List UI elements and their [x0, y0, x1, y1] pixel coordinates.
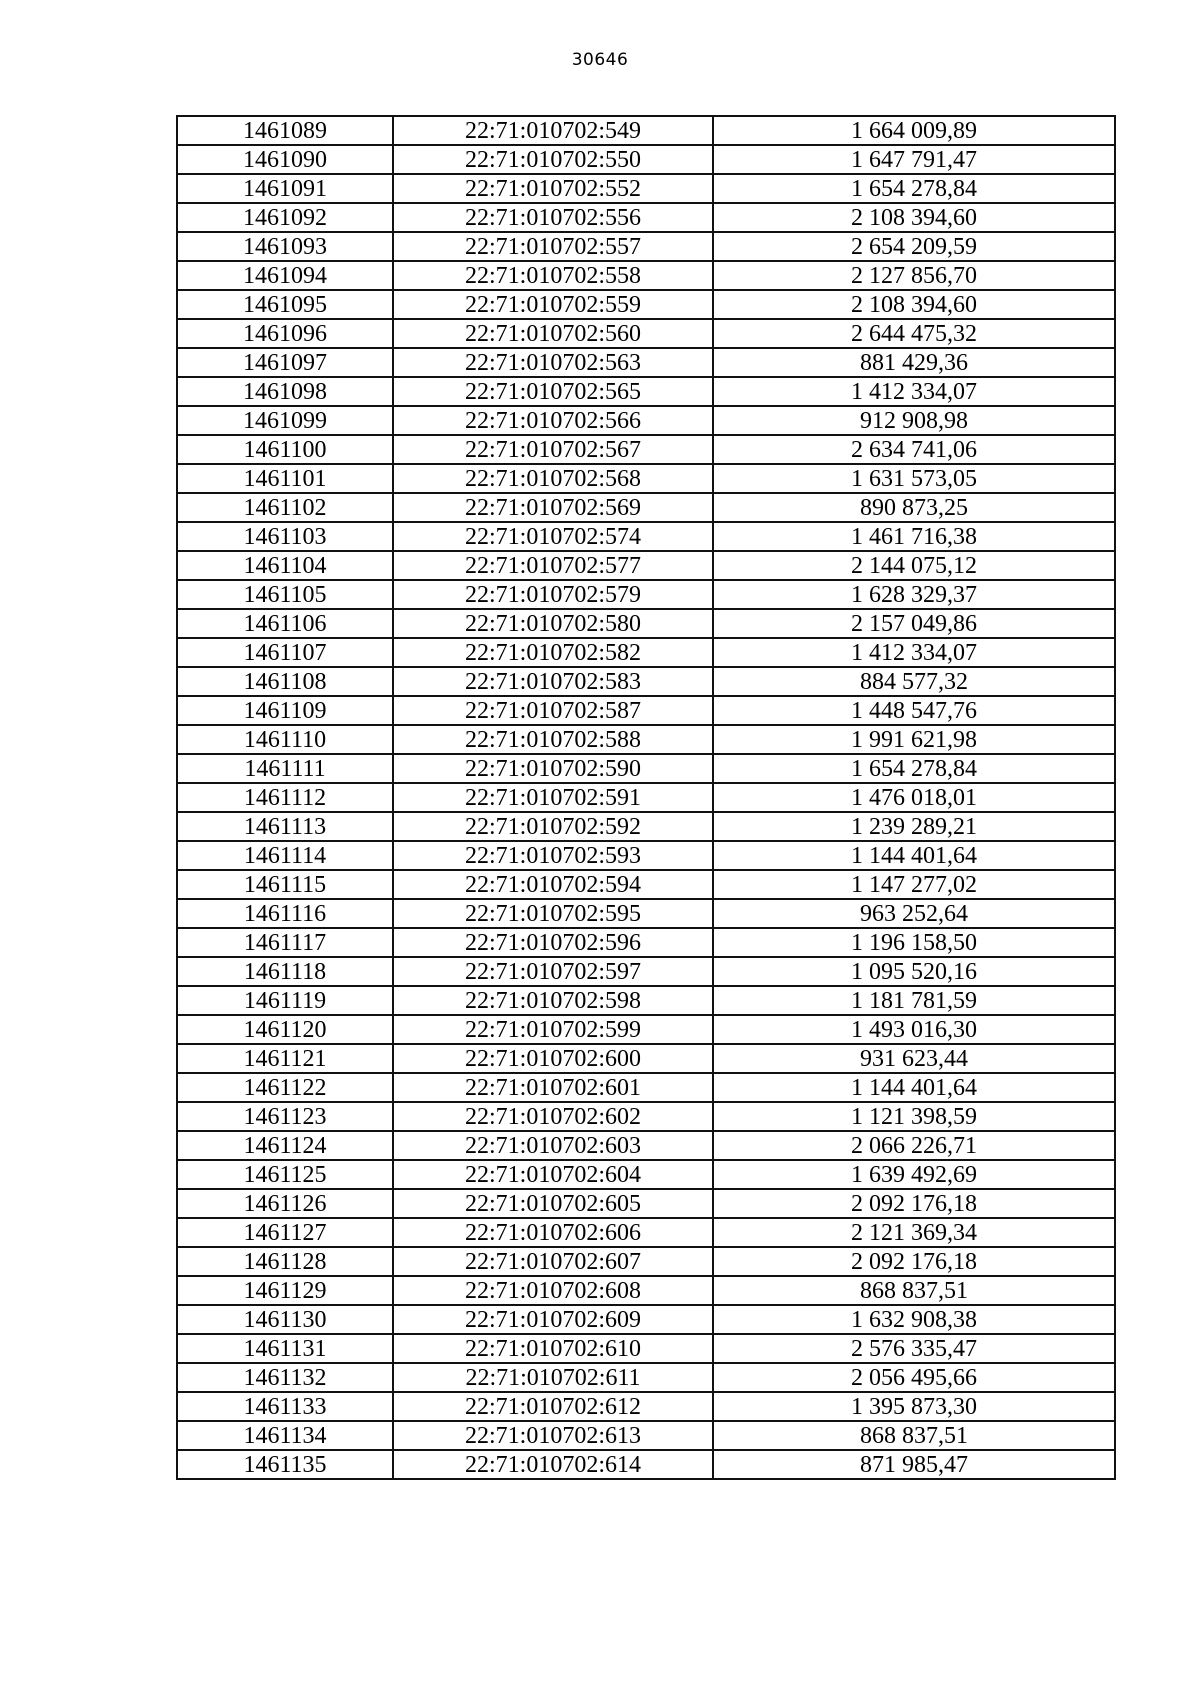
value-cell: 1 493 016,30 — [713, 1015, 1115, 1044]
table-row — [177, 609, 1115, 638]
table-row — [177, 174, 1115, 203]
table-row — [177, 638, 1115, 667]
cadastral-number-cell: 22:71:010702:602 — [393, 1102, 713, 1131]
row-id-cell: 1461125 — [177, 1160, 393, 1189]
table-row — [177, 1102, 1115, 1131]
cadastral-number-cell: 22:71:010702:594 — [393, 870, 713, 899]
row-id-cell: 1461114 — [177, 841, 393, 870]
cadastral-value-table — [176, 115, 1116, 1480]
row-id-cell: 1461097 — [177, 348, 393, 377]
row-id-cell: 1461104 — [177, 551, 393, 580]
value-cell: 2 634 741,06 — [713, 435, 1115, 464]
table-row — [177, 145, 1115, 174]
table-row — [177, 290, 1115, 319]
table-row — [177, 551, 1115, 580]
row-id-cell: 1461107 — [177, 638, 393, 667]
cadastral-number-cell: 22:71:010702:557 — [393, 232, 713, 261]
row-id-cell: 1461091 — [177, 174, 393, 203]
value-cell: 1 412 334,07 — [713, 377, 1115, 406]
table-row — [177, 1276, 1115, 1305]
cadastral-number-cell: 22:71:010702:606 — [393, 1218, 713, 1247]
row-id-cell: 1461090 — [177, 145, 393, 174]
row-id-cell: 1461106 — [177, 609, 393, 638]
table-row — [177, 377, 1115, 406]
row-id-cell: 1461113 — [177, 812, 393, 841]
cadastral-number-cell: 22:71:010702:612 — [393, 1392, 713, 1421]
row-id-cell: 1461096 — [177, 319, 393, 348]
row-id-cell: 1461092 — [177, 203, 393, 232]
value-cell: 884 577,32 — [713, 667, 1115, 696]
table-row — [177, 1421, 1115, 1450]
value-cell: 1 412 334,07 — [713, 638, 1115, 667]
value-cell: 2 654 209,59 — [713, 232, 1115, 261]
cadastral-number-cell: 22:71:010702:591 — [393, 783, 713, 812]
value-cell: 1 196 158,50 — [713, 928, 1115, 957]
table-row — [177, 957, 1115, 986]
cadastral-number-cell: 22:71:010702:558 — [393, 261, 713, 290]
row-id-cell: 1461103 — [177, 522, 393, 551]
cadastral-number-cell: 22:71:010702:587 — [393, 696, 713, 725]
value-cell: 912 908,98 — [713, 406, 1115, 435]
cadastral-number-cell: 22:71:010702:599 — [393, 1015, 713, 1044]
row-id-cell: 1461124 — [177, 1131, 393, 1160]
row-id-cell: 1461094 — [177, 261, 393, 290]
value-cell: 2 092 176,18 — [713, 1189, 1115, 1218]
row-id-cell: 1461110 — [177, 725, 393, 754]
row-id-cell: 1461128 — [177, 1247, 393, 1276]
value-cell: 2 127 856,70 — [713, 261, 1115, 290]
row-id-cell: 1461122 — [177, 1073, 393, 1102]
value-cell: 2 576 335,47 — [713, 1334, 1115, 1363]
row-id-cell: 1461131 — [177, 1334, 393, 1363]
value-cell: 1 631 573,05 — [713, 464, 1115, 493]
cadastral-number-cell: 22:71:010702:579 — [393, 580, 713, 609]
value-cell: 1 395 873,30 — [713, 1392, 1115, 1421]
value-cell: 963 252,64 — [713, 899, 1115, 928]
row-id-cell: 1461098 — [177, 377, 393, 406]
table-row — [177, 1305, 1115, 1334]
value-cell: 871 985,47 — [713, 1450, 1115, 1479]
cadastral-number-cell: 22:71:010702:577 — [393, 551, 713, 580]
table-row — [177, 116, 1115, 145]
value-cell: 1 461 716,38 — [713, 522, 1115, 551]
table-row — [177, 783, 1115, 812]
table-row — [177, 464, 1115, 493]
table-row — [177, 319, 1115, 348]
cadastral-number-cell: 22:71:010702:566 — [393, 406, 713, 435]
table-row — [177, 899, 1115, 928]
value-cell: 2 056 495,66 — [713, 1363, 1115, 1392]
cadastral-number-cell: 22:71:010702:590 — [393, 754, 713, 783]
row-id-cell: 1461115 — [177, 870, 393, 899]
table-row — [177, 812, 1115, 841]
value-cell: 1 991 621,98 — [713, 725, 1115, 754]
row-id-cell: 1461121 — [177, 1044, 393, 1073]
table-row — [177, 1189, 1115, 1218]
cadastral-number-cell: 22:71:010702:568 — [393, 464, 713, 493]
cadastral-number-cell: 22:71:010702:592 — [393, 812, 713, 841]
cadastral-number-cell: 22:71:010702:614 — [393, 1450, 713, 1479]
table-row — [177, 580, 1115, 609]
value-cell: 1 147 277,02 — [713, 870, 1115, 899]
row-id-cell: 1461126 — [177, 1189, 393, 1218]
value-cell: 2 066 226,71 — [713, 1131, 1115, 1160]
value-cell: 2 157 049,86 — [713, 609, 1115, 638]
cadastral-number-cell: 22:71:010702:607 — [393, 1247, 713, 1276]
value-cell: 868 837,51 — [713, 1421, 1115, 1450]
cadastral-number-cell: 22:71:010702:550 — [393, 145, 713, 174]
row-id-cell: 1461093 — [177, 232, 393, 261]
value-cell: 1 144 401,64 — [713, 1073, 1115, 1102]
cadastral-number-cell: 22:71:010702:569 — [393, 493, 713, 522]
value-cell: 1 654 278,84 — [713, 174, 1115, 203]
row-id-cell: 1461129 — [177, 1276, 393, 1305]
row-id-cell: 1461133 — [177, 1392, 393, 1421]
cadastral-number-cell: 22:71:010702:582 — [393, 638, 713, 667]
cadastral-number-cell: 22:71:010702:609 — [393, 1305, 713, 1334]
row-id-cell: 1461134 — [177, 1421, 393, 1450]
cadastral-number-cell: 22:71:010702:596 — [393, 928, 713, 957]
cadastral-number-cell: 22:71:010702:597 — [393, 957, 713, 986]
value-cell: 2 108 394,60 — [713, 290, 1115, 319]
value-cell: 2 144 075,12 — [713, 551, 1115, 580]
row-id-cell: 1461119 — [177, 986, 393, 1015]
table-row — [177, 1363, 1115, 1392]
value-cell: 890 873,25 — [713, 493, 1115, 522]
cadastral-number-cell: 22:71:010702:598 — [393, 986, 713, 1015]
cadastral-number-cell: 22:71:010702:610 — [393, 1334, 713, 1363]
value-cell: 1 121 398,59 — [713, 1102, 1115, 1131]
table-row — [177, 841, 1115, 870]
table-body — [177, 116, 1115, 1479]
cadastral-number-cell: 22:71:010702:593 — [393, 841, 713, 870]
table-row — [177, 754, 1115, 783]
table-row — [177, 725, 1115, 754]
table-row — [177, 1160, 1115, 1189]
cadastral-number-cell: 22:71:010702:560 — [393, 319, 713, 348]
table-row — [177, 696, 1115, 725]
table-row — [177, 1218, 1115, 1247]
value-cell: 868 837,51 — [713, 1276, 1115, 1305]
value-cell: 1 654 278,84 — [713, 754, 1115, 783]
table-row — [177, 1131, 1115, 1160]
row-id-cell: 1461127 — [177, 1218, 393, 1247]
value-cell: 1 144 401,64 — [713, 841, 1115, 870]
cadastral-number-cell: 22:71:010702:556 — [393, 203, 713, 232]
value-cell: 1 632 908,38 — [713, 1305, 1115, 1334]
value-cell: 2 092 176,18 — [713, 1247, 1115, 1276]
value-cell: 2 108 394,60 — [713, 203, 1115, 232]
row-id-cell: 1461109 — [177, 696, 393, 725]
cadastral-number-cell: 22:71:010702:567 — [393, 435, 713, 464]
cadastral-number-cell: 22:71:010702:608 — [393, 1276, 713, 1305]
table-row — [177, 1392, 1115, 1421]
value-cell: 1 181 781,59 — [713, 986, 1115, 1015]
table-row — [177, 203, 1115, 232]
value-cell: 2 644 475,32 — [713, 319, 1115, 348]
row-id-cell: 1461135 — [177, 1450, 393, 1479]
table-row — [177, 1044, 1115, 1073]
cadastral-number-cell: 22:71:010702:580 — [393, 609, 713, 638]
table-row — [177, 1247, 1115, 1276]
row-id-cell: 1461089 — [177, 116, 393, 145]
row-id-cell: 1461111 — [177, 754, 393, 783]
row-id-cell: 1461102 — [177, 493, 393, 522]
value-cell: 931 623,44 — [713, 1044, 1115, 1073]
cadastral-number-cell: 22:71:010702:549 — [393, 116, 713, 145]
cadastral-number-cell: 22:71:010702:552 — [393, 174, 713, 203]
table-row — [177, 1450, 1115, 1479]
cadastral-number-cell: 22:71:010702:603 — [393, 1131, 713, 1160]
table-row — [177, 435, 1115, 464]
cadastral-number-cell: 22:71:010702:604 — [393, 1160, 713, 1189]
row-id-cell: 1461101 — [177, 464, 393, 493]
cadastral-number-cell: 22:71:010702:588 — [393, 725, 713, 754]
table-row — [177, 348, 1115, 377]
value-cell: 1 664 009,89 — [713, 116, 1115, 145]
value-cell: 1 476 018,01 — [713, 783, 1115, 812]
cadastral-number-cell: 22:71:010702:601 — [393, 1073, 713, 1102]
row-id-cell: 1461118 — [177, 957, 393, 986]
value-cell: 2 121 369,34 — [713, 1218, 1115, 1247]
cadastral-number-cell: 22:71:010702:574 — [393, 522, 713, 551]
row-id-cell: 1461120 — [177, 1015, 393, 1044]
row-id-cell: 1461105 — [177, 580, 393, 609]
value-cell: 1 239 289,21 — [713, 812, 1115, 841]
table-row — [177, 870, 1115, 899]
cadastral-number-cell: 22:71:010702:565 — [393, 377, 713, 406]
value-cell: 1 628 329,37 — [713, 580, 1115, 609]
row-id-cell: 1461108 — [177, 667, 393, 696]
table-row — [177, 928, 1115, 957]
cadastral-number-cell: 22:71:010702:613 — [393, 1421, 713, 1450]
table-row — [177, 1334, 1115, 1363]
cadastral-number-cell: 22:71:010702:605 — [393, 1189, 713, 1218]
table-row — [177, 1073, 1115, 1102]
row-id-cell: 1461100 — [177, 435, 393, 464]
row-id-cell: 1461112 — [177, 783, 393, 812]
value-cell: 1 095 520,16 — [713, 957, 1115, 986]
cadastral-number-cell: 22:71:010702:600 — [393, 1044, 713, 1073]
table-row — [177, 261, 1115, 290]
table-row — [177, 667, 1115, 696]
cadastral-number-cell: 22:71:010702:563 — [393, 348, 713, 377]
table-row — [177, 1015, 1115, 1044]
cadastral-number-cell: 22:71:010702:611 — [393, 1363, 713, 1392]
page-number: 30646 — [571, 50, 629, 70]
value-cell: 881 429,36 — [713, 348, 1115, 377]
value-cell: 1 448 547,76 — [713, 696, 1115, 725]
row-id-cell: 1461099 — [177, 406, 393, 435]
value-cell: 1 647 791,47 — [713, 145, 1115, 174]
row-id-cell: 1461117 — [177, 928, 393, 957]
table-row — [177, 986, 1115, 1015]
cadastral-number-cell: 22:71:010702:583 — [393, 667, 713, 696]
cadastral-number-cell: 22:71:010702:559 — [393, 290, 713, 319]
value-cell: 1 639 492,69 — [713, 1160, 1115, 1189]
table-row — [177, 493, 1115, 522]
row-id-cell: 1461116 — [177, 899, 393, 928]
row-id-cell: 1461095 — [177, 290, 393, 319]
row-id-cell: 1461123 — [177, 1102, 393, 1131]
row-id-cell: 1461132 — [177, 1363, 393, 1392]
row-id-cell: 1461130 — [177, 1305, 393, 1334]
table-row — [177, 232, 1115, 261]
table-row — [177, 522, 1115, 551]
table-row — [177, 406, 1115, 435]
cadastral-number-cell: 22:71:010702:595 — [393, 899, 713, 928]
